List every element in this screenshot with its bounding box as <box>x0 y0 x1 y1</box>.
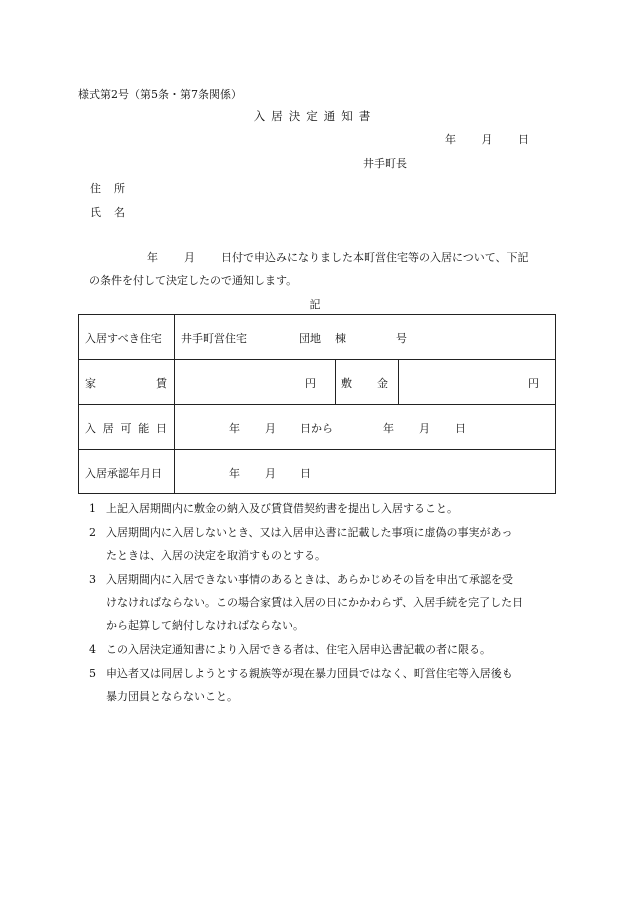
from-month: 月 <box>265 422 276 435</box>
table-row <box>79 450 555 495</box>
tou-label: 棟 <box>335 332 346 345</box>
table-divider <box>335 360 336 404</box>
from-year: 年 <box>229 422 240 435</box>
table-row <box>79 315 555 360</box>
approval-day: 日 <box>300 467 311 480</box>
address-label-char: 所 <box>114 182 125 195</box>
date-year: 年 <box>445 133 456 146</box>
name-label-char: 氏 <box>90 206 101 219</box>
approval-year: 年 <box>229 467 240 480</box>
danchi-label: 団地 <box>299 332 321 345</box>
gou-label: 号 <box>396 332 407 345</box>
deposit-label-char: 敷 <box>341 377 352 390</box>
address-label-char: 住 <box>90 182 101 195</box>
deposit-label-char: 金 <box>377 377 388 390</box>
rent-label-char: 賃 <box>156 377 167 390</box>
from-day: 日から <box>300 422 333 435</box>
condition-text: たときは、入居の決定を取消すものとする。 <box>106 549 326 562</box>
label-char: 入 <box>85 422 96 435</box>
condition-text: この入居決定通知書により入居できる者は、住宅入居申込書記載の者に限る。 <box>106 643 491 656</box>
info-table <box>78 314 556 494</box>
table-row <box>79 405 555 450</box>
rent-label <box>85 375 167 391</box>
condition-text: 申込者又は同居しようとする親族等が現在暴力団員ではなく、町営住宅等入居後も <box>106 667 513 680</box>
label-char: 日 <box>156 422 167 435</box>
table-row <box>79 360 555 405</box>
intro-line-2: の条件を付して決定したので通知します。 <box>89 274 298 287</box>
move-in-date-label <box>85 420 167 436</box>
rent-label-char: 家 <box>85 377 96 390</box>
intro-year: 年 <box>147 251 158 264</box>
label-char: 可 <box>120 422 132 435</box>
condition-number: 3 <box>89 573 96 586</box>
condition-number: 5 <box>89 667 96 680</box>
name-label-char: 名 <box>114 206 125 219</box>
name-label <box>90 204 125 220</box>
form-number: 様式第2号（第5条・第7条関係） <box>78 88 242 101</box>
condition-number: 4 <box>89 643 96 656</box>
intro-line-1 <box>89 249 529 265</box>
label-char: 能 <box>138 422 150 435</box>
condition-number: 1 <box>89 502 96 515</box>
condition-text: 暴力団員とならないこと。 <box>106 690 238 703</box>
to-month: 月 <box>419 422 430 435</box>
rent-unit: 円 <box>305 377 316 390</box>
row-label: 入居すべき住宅 <box>85 332 162 345</box>
date-day: 日 <box>518 133 529 146</box>
issuer-name: 井手町長 <box>363 157 407 170</box>
document-title: 入居決定通知書 <box>253 109 377 123</box>
condition-text: 上記入居期間内に敷金の納入及び賃貸借契約書を提出し入居すること。 <box>106 502 458 515</box>
condition-text: けなければならない。この場合家賃は入居の日にかかわらず、入居手続を完了した日 <box>106 596 524 609</box>
to-year: 年 <box>383 422 394 435</box>
address-label <box>90 180 125 196</box>
to-day: 日 <box>455 422 466 435</box>
issue-date <box>445 131 529 147</box>
deposit-label <box>341 375 388 391</box>
condition-text: 入居期間内に入居できない事情のあるときは、あらかじめその旨を申出て承認を受 <box>106 573 513 586</box>
table-divider <box>398 360 399 404</box>
approval-month: 月 <box>265 467 276 480</box>
label-char: 居 <box>102 422 114 435</box>
deposit-unit: 円 <box>528 377 539 390</box>
condition-text: から起算して納付しなければならない。 <box>106 619 304 632</box>
intro-month: 月 <box>184 251 195 264</box>
housing-name: 井手町営住宅 <box>181 332 247 345</box>
approval-date-label: 入居承認年月日 <box>85 467 162 480</box>
ki-heading: 記 <box>309 298 321 311</box>
date-month: 月 <box>481 133 493 146</box>
condition-number: 2 <box>89 526 96 539</box>
condition-text: 入居期間内に入居しないとき、又は入居申込書に記載した事項に虚偽の事実があっ <box>106 526 513 539</box>
intro-text: 日付で申込みになりました本町営住宅等の入居について、下記 <box>221 251 529 264</box>
